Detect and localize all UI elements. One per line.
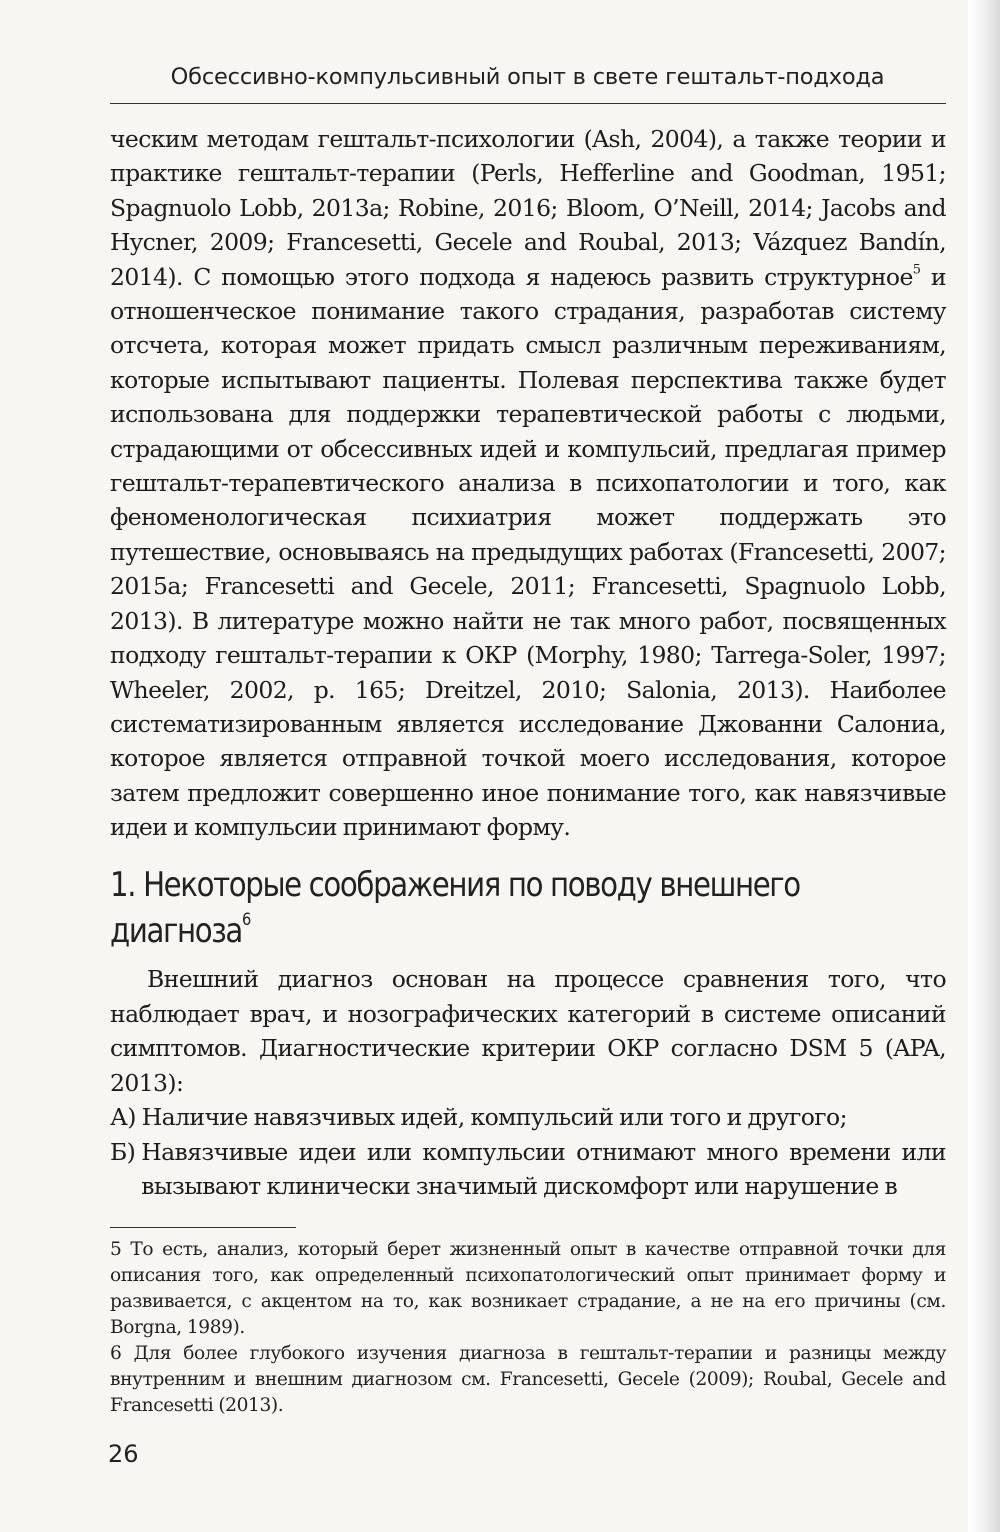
footnote-5: 5 То есть, анализ, который берет жизненный опыт в качестве отправной точки для описания того, как определенный психопатологический опыт принимает форму и развивается, с акцентом на то, как возникает страдание, а не на его причины (см. Borgna, 1989). (110, 1239, 946, 1338)
criteria-item (110, 1135, 946, 1204)
footnote-rule (110, 1227, 296, 1228)
section-intro: Внешний диагноз основан на процессе сравнения того, что наблюдает врач, и нозографических категорий в системе описаний симптомов. Диагностические критерии ОКР согласно DSM 5 (APA, 2013): (110, 965, 946, 1097)
paragraph-text: и отношенческое понимание такого страдания, разработав систему отсчета, которая может придать смысл различным переживаниям, которые испытывают пациенты. Полевая перспектива также будет использована для поддержки терапевтической работы с людьми, страдающими от обсессивных идей и компульсий, предлагая пример гештальт-терапевтического анализа в психопатологии и того, как феноменологическая психиатрия может поддержать это путешествие, основываясь на предыдущих работах (Francesetti, 2007; 2015a; Francesetti and Gecele, 2011; Francesetti, Spagnuolo Lobb, 2013). В литературе можно найти не так много работ, посвященных подходу гештальт-терапии к ОКР (Morphy, 1980; Tarrega-Soler, 1997; Wheeler, 2002, p. 165; Dreitzel, 2010; Salonia, 2013). Наиболее систематизированным является исследование Джованни Салониа, которое является отправной точкой моего исследования, которое затем предложит совершенно иное понимание того, как навязчивые идеи и компульсии принимают форму. (110, 262, 946, 842)
criteria-marker: Б) (110, 1137, 136, 1166)
section-body (110, 962, 946, 1204)
footnote-ref-6[interactable]: 6 (241, 910, 250, 930)
criteria-item (110, 1100, 946, 1135)
page-number: 26 (108, 1440, 139, 1468)
footnote-6: 6 Для более глубокого изучения диагноза в гештальт-терапии и разницы между внутренним и внешним диагнозом см. Francesetti, Gecele (2009); Roubal, Gecele and Francesetti (2013). (110, 1343, 946, 1416)
criteria-text: Наличие навязчивых идей, компульсий или того и другого; (141, 1103, 847, 1131)
running-head: Обсессивно-компульсивный опыт в свете гештальт-подхода (170, 64, 885, 90)
section-heading (110, 862, 829, 954)
criteria-marker: А) (110, 1103, 136, 1131)
scan-edge (968, 0, 1000, 1532)
footnote-ref-5[interactable]: 5 (912, 262, 921, 277)
body-text (110, 122, 946, 845)
paragraph-text: ческим методам гештальт-психологии (Ash, 2004), а также теории и практике гештальт-терапии (Perls, Hefferline and Goodman, 1951; Spagnuolo Lobb, 2013a; Robine, 2016; Bloom, O’Neill, 2014; Jacobs and Hycner, 2009; Francesetti, Gecele and Roubal, 2013; Vázquez Bandín, 2014). С помощью этого подхода я надеюсь развить структурное (110, 125, 946, 291)
footnotes (110, 1237, 946, 1419)
paragraph (110, 122, 946, 845)
section-heading-text: 1. Некоторые соображения по поводу внешнего диагноза (110, 865, 800, 951)
criteria-text: Навязчивые идеи или компульсии отнимают много времени или вызывают клинически значимый дискомфорт или нарушение в (141, 1137, 946, 1200)
header-rule (110, 103, 946, 104)
